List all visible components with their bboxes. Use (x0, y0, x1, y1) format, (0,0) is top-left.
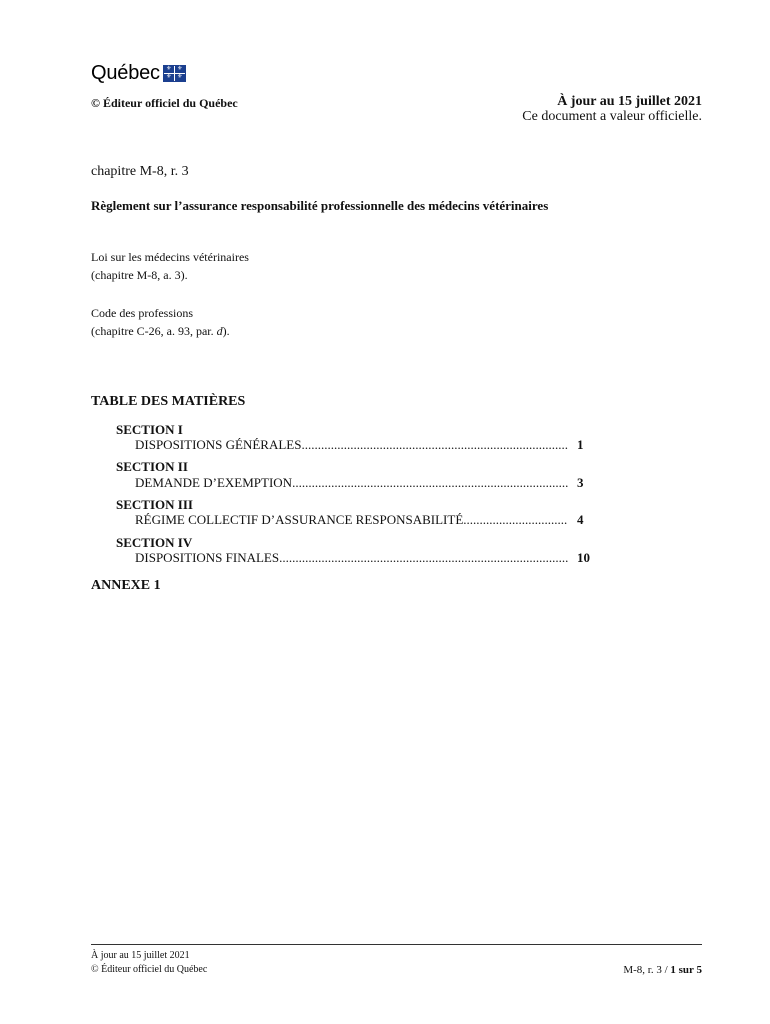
toc-section-heading: SECTION III (116, 497, 193, 512)
toc-entry-link[interactable]: DISPOSITIONS FINALES ..... (135, 550, 568, 566)
official-status-note: Ce document a valeur officielle. (522, 109, 702, 124)
toc-page-number: 4 (577, 512, 584, 527)
footer-page-reference: M-8, r. 3 / 1 sur 5 (623, 964, 702, 976)
enabling-law-reference: (chapitre C-26, a. 93, par. d). (91, 324, 230, 338)
toc-page-number: 3 (577, 475, 584, 490)
footer-divider (91, 944, 702, 945)
toc-section-heading: SECTION II (116, 459, 188, 474)
toc-section-heading: SECTION I (116, 422, 183, 437)
fleur-de-lis-flag-icon: ⚜ ⚜ ⚜ ⚜ (163, 65, 186, 82)
enabling-law-name: Loi sur les médecins vétérinaires (91, 250, 249, 264)
toc-title: TABLE DES MATIÈRES (91, 394, 246, 409)
footer-publisher: © Éditeur officiel du Québec (91, 964, 208, 975)
toc-entry-link[interactable]: RÉGIME COLLECTIF D’ASSURANCE RESPONSABILITÉ ..... (135, 512, 568, 528)
chapter-reference: chapitre M-8, r. 3 (91, 164, 189, 179)
toc-annex-link[interactable]: ANNEXE 1 (91, 578, 161, 593)
publisher-notice: © Éditeur officiel du Québec (91, 96, 238, 110)
enabling-law-reference: (chapitre M-8, a. 3). (91, 268, 188, 282)
footer-update-date: À jour au 15 juillet 2021 (91, 950, 190, 961)
toc-entry-link[interactable]: DEMANDE D’EXEMPTION ..... (135, 475, 568, 491)
toc-page-number: 1 (577, 437, 584, 452)
logo-wordmark: Québec (91, 62, 160, 84)
toc-section-heading: SECTION IV (116, 535, 193, 550)
enabling-law (91, 248, 249, 284)
enabling-law (91, 304, 230, 340)
quebec-logo (91, 62, 186, 85)
toc-entry-link[interactable]: DISPOSITIONS GÉNÉRALES ..... (135, 437, 568, 453)
update-date: À jour au 15 juillet 2021 (557, 94, 702, 109)
enabling-law-name: Code des professions (91, 306, 193, 320)
document-title: Règlement sur l’assurance responsabilité professionnelle des médecins vétérinaires (91, 198, 549, 213)
toc-page-number: 10 (577, 550, 590, 565)
